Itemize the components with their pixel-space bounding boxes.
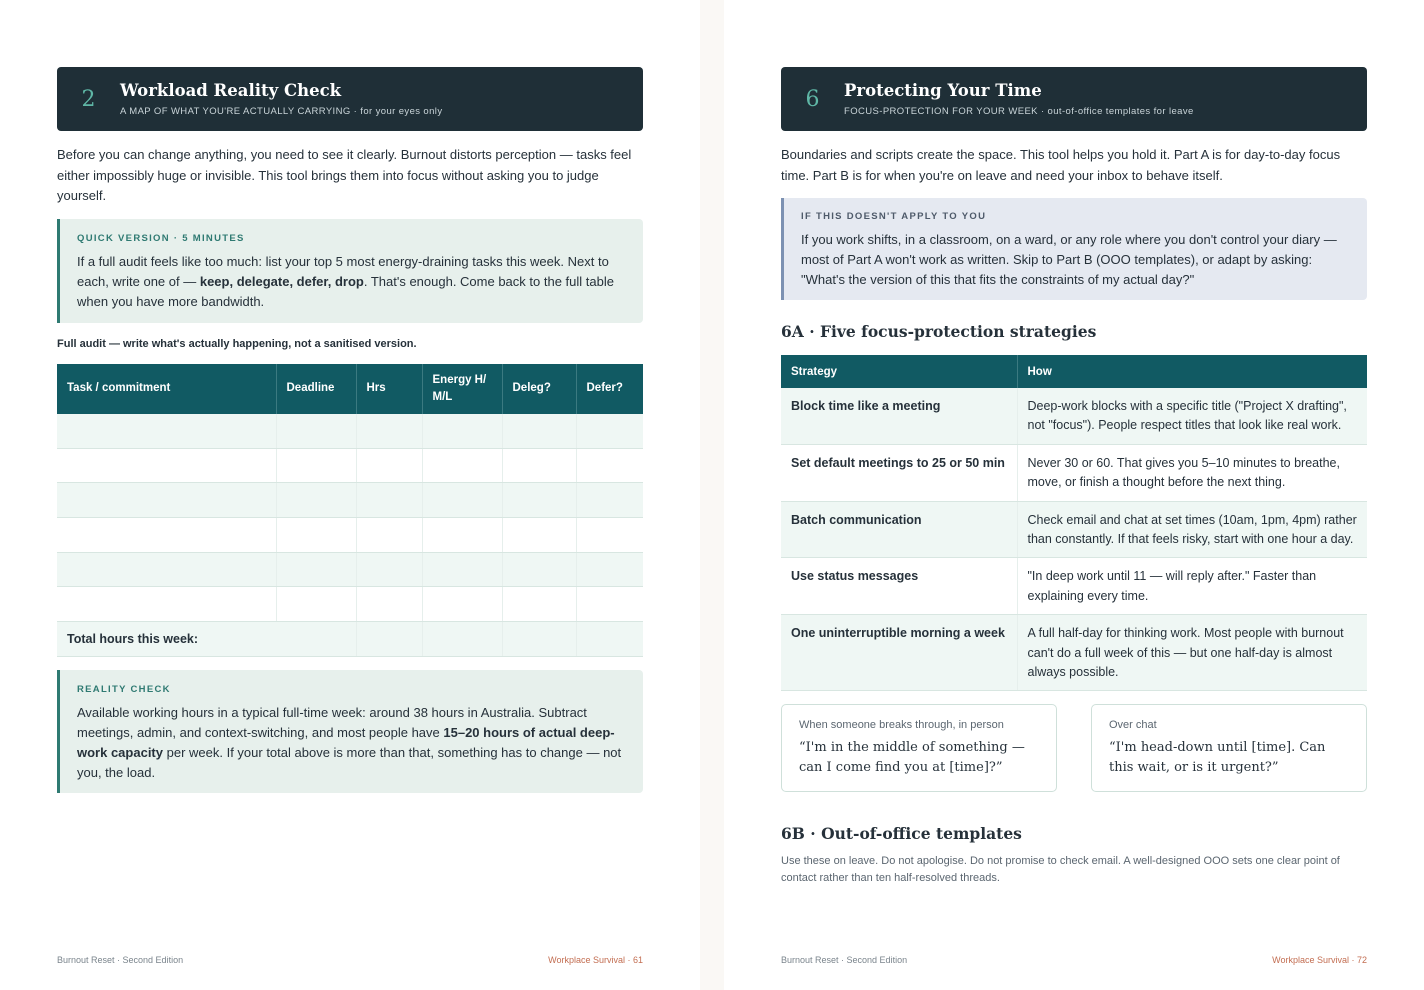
- audit-header-row: [57, 364, 643, 414]
- strategy-how: A full half-day for thinking work. Most people with burnout can't do a full week of this — but one half-day is almost always possible.: [1017, 615, 1367, 691]
- section-6b-title: 6B · Out-of-office templates: [781, 824, 1022, 844]
- blank-cell[interactable]: [356, 587, 422, 622]
- blank-cell[interactable]: [276, 483, 356, 518]
- script-label: Over chat: [1109, 719, 1157, 732]
- left-page: [0, 0, 700, 990]
- footer-book-title: Burnout Reset · Second Edition: [781, 955, 908, 965]
- blank-cell[interactable]: [422, 587, 502, 622]
- footer-page-number: Workplace Survival · 61: [548, 955, 643, 965]
- table-row: [781, 501, 1367, 558]
- callout-text: If you work shifts, in a classroom, on a ward, or any role where you don't control your diary — most of Part A won't work as written. Skip to Part B (OOO templates), or adapt by asking: "What's the version of this that fits the constraints of my actual day?": [801, 232, 1337, 287]
- script-cards: [781, 704, 1367, 792]
- blank-cell[interactable]: [502, 448, 576, 483]
- callout-text-end: . That's enough. Come back to the full table when you have more bandwidth.: [77, 273, 614, 309]
- chapter-title: Protecting Your Time: [844, 81, 1042, 100]
- blank-cell[interactable]: [57, 483, 276, 518]
- col-deadline: Deadline: [276, 364, 356, 414]
- blank-cell[interactable]: [502, 414, 576, 449]
- blank-cell: [502, 622, 576, 657]
- callout-label: IF THIS DOESN'T APPLY TO YOU: [801, 211, 987, 222]
- chapter-title: Workload Reality Check: [120, 81, 342, 100]
- footer-page-number: Workplace Survival · 72: [1272, 955, 1367, 965]
- callout-text-start: Available working hours in a typical full-time week: around 38 hours in Australia. Subtract meetings, admin, and context-switching, and most people have: [77, 704, 587, 740]
- strategy-how: Never 30 or 60. That gives you 5–10 minutes to breathe, move, or finish a thought before the next thing.: [1017, 444, 1367, 501]
- table-row: [57, 518, 643, 553]
- script-card-in-person: [781, 704, 1057, 792]
- chapter-number: 2: [81, 86, 96, 112]
- reality-check-callout: [57, 670, 643, 793]
- col-task: Task / commitment: [57, 364, 276, 414]
- chapter-heading-group: [120, 81, 442, 117]
- left-page-content: [57, 67, 643, 793]
- table-row: [781, 558, 1367, 615]
- strategy-name: One uninterruptible morning a week: [781, 615, 1017, 691]
- chapter-subtitle: A MAP OF WHAT YOU'RE ACTUALLY CARRYING · for your eyes only: [120, 106, 443, 117]
- blank-cell[interactable]: [57, 587, 276, 622]
- blank-cell: [422, 622, 502, 657]
- strategy-table: [781, 355, 1367, 691]
- blank-cell[interactable]: [356, 518, 422, 553]
- right-page: [724, 0, 1424, 990]
- blank-cell[interactable]: [502, 552, 576, 587]
- blank-cell[interactable]: [276, 414, 356, 449]
- callout-text: [77, 252, 623, 312]
- callout-label: QUICK VERSION · 5 MINUTES: [77, 232, 245, 244]
- blank-cell[interactable]: [356, 552, 422, 587]
- col-how: How: [1017, 355, 1367, 388]
- callout-emphasis: keep, delegate, defer, drop: [199, 273, 364, 289]
- script-card-chat: [1091, 704, 1367, 792]
- col-delegate: Deleg?: [502, 364, 576, 414]
- blank-cell[interactable]: [422, 483, 502, 518]
- blank-cell[interactable]: [356, 414, 422, 449]
- footer-book-title: Burnout Reset · Second Edition: [57, 955, 184, 965]
- strategy-how: Deep-work blocks with a specific title ("Project X drafting", not "focus"). People respect titles that look like real work.: [1017, 388, 1367, 444]
- blank-cell[interactable]: [502, 518, 576, 553]
- table-row: [57, 414, 643, 449]
- blank-cell[interactable]: [356, 483, 422, 518]
- page-footer: [57, 955, 643, 965]
- strategy-name: Use status messages: [781, 558, 1017, 615]
- blank-cell[interactable]: [576, 587, 643, 622]
- col-defer: Defer?: [576, 364, 643, 414]
- script-quote: “I'm in the middle of something — can I come find you at [time]?”: [799, 740, 1025, 776]
- strategy-how: "In deep work until 11 — will reply after." Faster than explaining every time.: [1017, 558, 1367, 615]
- blank-cell[interactable]: [422, 518, 502, 553]
- callout-text-start: If a full audit feels like too much: list your top 5 most energy-draining tasks this week. Next to each, write one of —: [77, 253, 609, 289]
- blank-cell[interactable]: [576, 552, 643, 587]
- chapter-header: [781, 67, 1367, 131]
- blank-cell[interactable]: [57, 414, 276, 449]
- blank-cell[interactable]: [276, 518, 356, 553]
- blank-cell[interactable]: [422, 552, 502, 587]
- blank-cell[interactable]: [57, 448, 276, 483]
- table-row: [781, 388, 1367, 444]
- total-hours-cell[interactable]: [356, 622, 422, 657]
- chapter-heading-group: [844, 81, 1194, 117]
- blank-cell[interactable]: [576, 518, 643, 553]
- chapter-number: 6: [805, 86, 820, 112]
- blank-cell[interactable]: [276, 448, 356, 483]
- table-row: [57, 587, 643, 622]
- callout-text: [77, 703, 623, 783]
- table-row: [57, 448, 643, 483]
- blank-cell[interactable]: [276, 552, 356, 587]
- section-6b-text: Use these on leave. Do not apologise. Do not promise to check email. A well-designed OOO sets one clear point of contact rather than ten half-resolved threads.: [781, 855, 1340, 885]
- callout-text-end: per week. If your total above is more than that, something has to change — not you, the load.: [77, 744, 622, 780]
- total-hours-row: [57, 622, 643, 657]
- blank-cell: [576, 622, 643, 657]
- not-applicable-note: [781, 198, 1367, 300]
- quick-version-callout: [57, 219, 643, 323]
- chapter-header: [57, 67, 643, 131]
- table-row: [781, 444, 1367, 501]
- script-quote: “I'm head-down until [time]. Can this wait, or is it urgent?”: [1109, 740, 1326, 776]
- page-footer: [781, 955, 1367, 965]
- table-row: [57, 552, 643, 587]
- blank-cell[interactable]: [276, 587, 356, 622]
- strategy-how: Check email and chat at set times (10am, 1pm, 4pm) rather than constantly. If that feels risky, start with one hour a day.: [1017, 501, 1367, 558]
- strategy-name: Block time like a meeting: [781, 388, 1017, 444]
- page-gutter: [700, 0, 724, 990]
- chapter-subtitle: FOCUS-PROTECTION FOR YOUR WEEK · out-of-office templates for leave: [844, 106, 1194, 117]
- col-strategy: Strategy: [781, 355, 1017, 388]
- table-row: [57, 483, 643, 518]
- script-label: When someone breaks through, in person: [799, 719, 1004, 732]
- blank-cell[interactable]: [57, 518, 276, 553]
- col-energy: Energy H/ M/L: [422, 364, 502, 414]
- blank-cell[interactable]: [576, 448, 643, 483]
- table-row: [781, 615, 1367, 691]
- callout-emphasis: 15–20 hours of actual deep-work capacity: [77, 724, 615, 760]
- intro-paragraph: Boundaries and scripts create the space. This tool helps you hold it. Part A is for day-to-day focus time. Part B is for when you're on leave and need your inbox to behave itself.: [781, 147, 1341, 183]
- audit-caption: Full audit — write what's actually happening, not a sanitised version.: [57, 337, 417, 350]
- intro-paragraph: Before you can change anything, you need to see it clearly. Burnout distorts perception — tasks feel either impossibly huge or invisible. This tool brings them into focus without asking you to judge yourself.: [57, 147, 632, 203]
- right-page-content: [781, 67, 1367, 887]
- blank-cell[interactable]: [422, 414, 502, 449]
- blank-cell[interactable]: [57, 552, 276, 587]
- blank-cell[interactable]: [502, 483, 576, 518]
- blank-cell[interactable]: [356, 448, 422, 483]
- strategy-name: Batch communication: [781, 501, 1017, 558]
- blank-cell[interactable]: [502, 587, 576, 622]
- audit-table: [57, 364, 643, 657]
- total-hours-label: Total hours this week:: [57, 622, 356, 657]
- blank-cell[interactable]: [422, 448, 502, 483]
- blank-cell[interactable]: [576, 483, 643, 518]
- col-hours: Hrs: [356, 364, 422, 414]
- strategy-header-row: [781, 355, 1367, 388]
- callout-label: REALITY CHECK: [77, 683, 171, 695]
- strategy-name: Set default meetings to 25 or 50 min: [781, 444, 1017, 501]
- blank-cell[interactable]: [576, 414, 643, 449]
- section-6a-title: 6A · Five focus-protection strategies: [781, 322, 1097, 341]
